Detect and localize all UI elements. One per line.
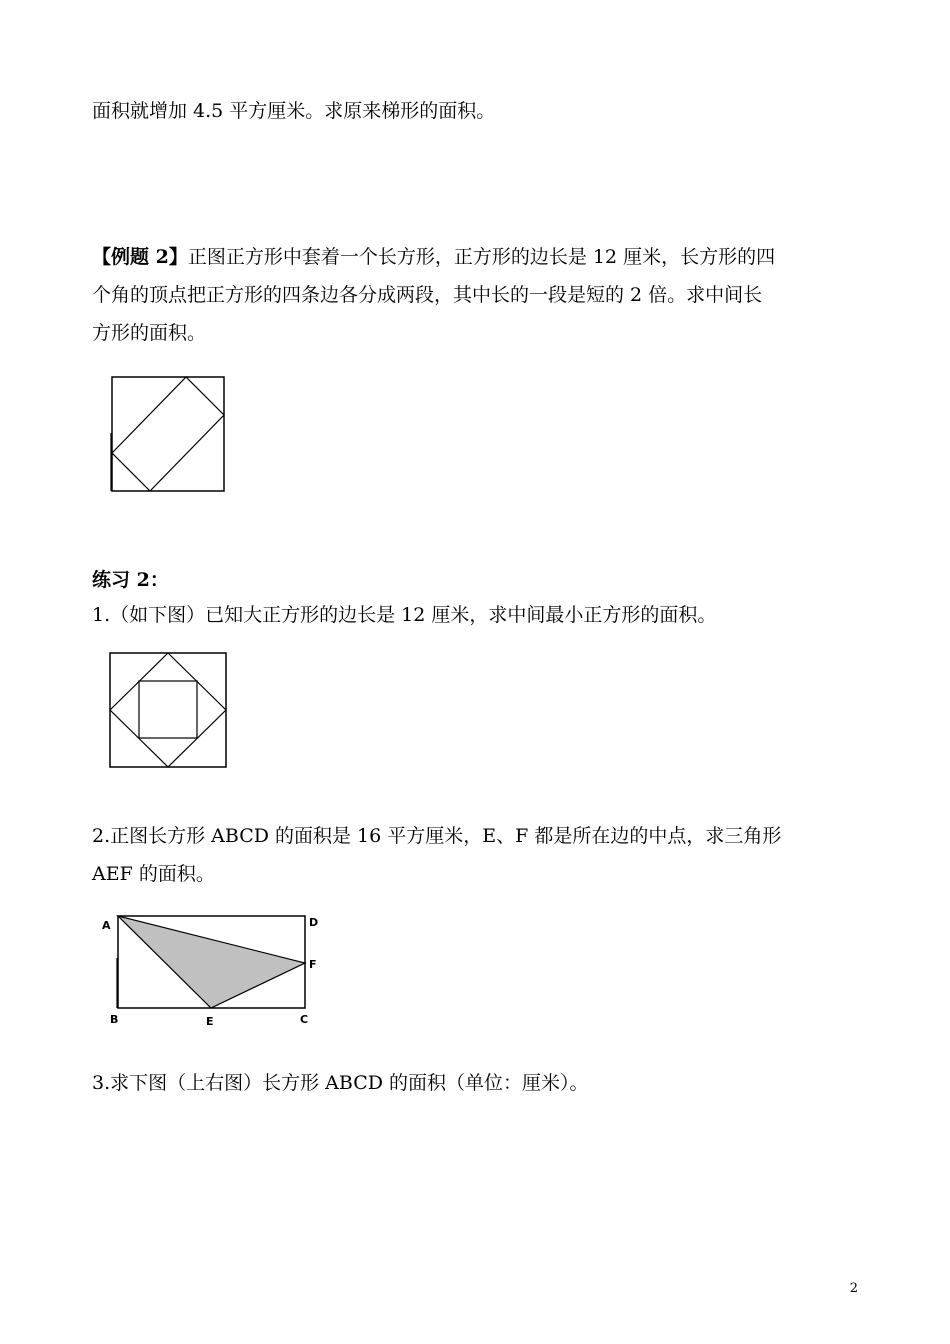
intro-text: 面积就增加 4.5 平方厘米。求原来梯形的面积。 [92,100,496,122]
page-number: 2 [849,1281,858,1296]
example2-text1: 正图正方形中套着一个长方形，正方形的边长是 12 厘米，长方形的四 [187,246,776,268]
example2-label: 【例题 2】 [92,246,188,268]
example2-line3: 方形的面积。 [92,322,207,344]
label-a: A [102,919,111,932]
practice-q3: 3.求下图（上右图）长方形 ABCD 的面积（单位：厘米）。 [92,1072,589,1094]
label-d: D [309,916,319,929]
figure-rectangle-abcd [96,908,336,1034]
label-f: F [309,958,317,971]
practice-heading: 练习 2： [92,569,169,591]
example2-line1 [92,245,775,269]
triangle-aef [118,916,305,1008]
figure-square-with-rectangle [106,373,230,495]
figure-nested-squares [106,649,230,771]
practice-q2-line1: 2.正图长方形 ABCD 的面积是 16 平方厘米，E、F 都是所在边的中点，求三角形 [92,825,782,847]
practice-q1: 1.（如下图）已知大正方形的边长是 12 厘米，求中间最小正方形的面积。 [92,604,717,626]
label-c: C [300,1013,309,1026]
label-b: B [110,1013,119,1026]
label-e: E [206,1015,214,1028]
practice-q2-line2: AEF 的面积。 [92,863,215,885]
example2-line2: 个角的顶点把正方形的四条边各分成两段，其中长的一段是短的 2 倍。求中间长 [92,284,763,306]
